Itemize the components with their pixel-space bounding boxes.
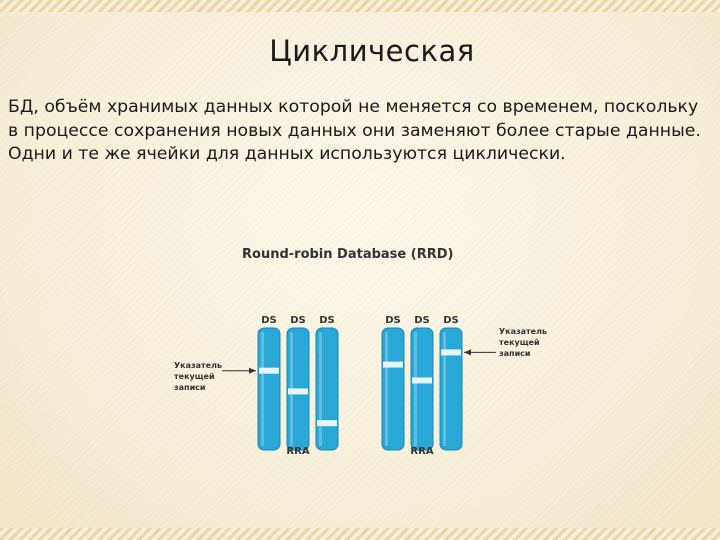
column-label-ds: DS [443, 315, 459, 326]
top-decor-stripe [0, 0, 720, 12]
slide-body-text: БД, объём хранимых данных которой не меняется со временем, поскольку в процессе сохранения новых данных они заменяют более старые данные. Одни и те же ячейки для данных используются циклически. [8, 97, 701, 165]
current-record-marker [288, 388, 308, 394]
column-label-ds: DS [414, 315, 430, 326]
column-highlight [414, 332, 417, 446]
current-record-marker [412, 377, 432, 383]
rra-label: RRA [286, 446, 310, 457]
current-record-marker [317, 420, 337, 426]
column-label-ds: DS [319, 315, 335, 326]
pointer-label-text: записи [174, 383, 206, 392]
column-highlight [385, 332, 388, 446]
current-record-marker [259, 368, 279, 374]
column-label-ds: DS [385, 315, 401, 326]
column-highlight [319, 332, 322, 446]
pointer-label-text: записи [499, 349, 531, 358]
rra-label: RRA [410, 446, 434, 457]
slide-title: Циклическая [269, 34, 475, 68]
pointer-label-text: Указатель [499, 327, 548, 336]
column-highlight [261, 332, 264, 446]
bottom-decor-stripe [0, 528, 720, 540]
column-highlight [443, 332, 446, 446]
current-record-marker [383, 362, 403, 368]
pointer-arrow-head [464, 349, 471, 355]
column-label-ds: DS [290, 315, 306, 326]
pointer-label-text: текущей [174, 372, 215, 381]
current-record-marker [441, 349, 461, 355]
column-label-ds: DS [261, 315, 277, 326]
diagram-title: Round-robin Database (RRD) [242, 247, 454, 262]
rrd-diagram [160, 236, 570, 466]
pointer-arrow-head [249, 368, 256, 374]
pointer-label-text: Указатель [174, 361, 223, 370]
pointer-label-text: текущей [499, 338, 540, 347]
